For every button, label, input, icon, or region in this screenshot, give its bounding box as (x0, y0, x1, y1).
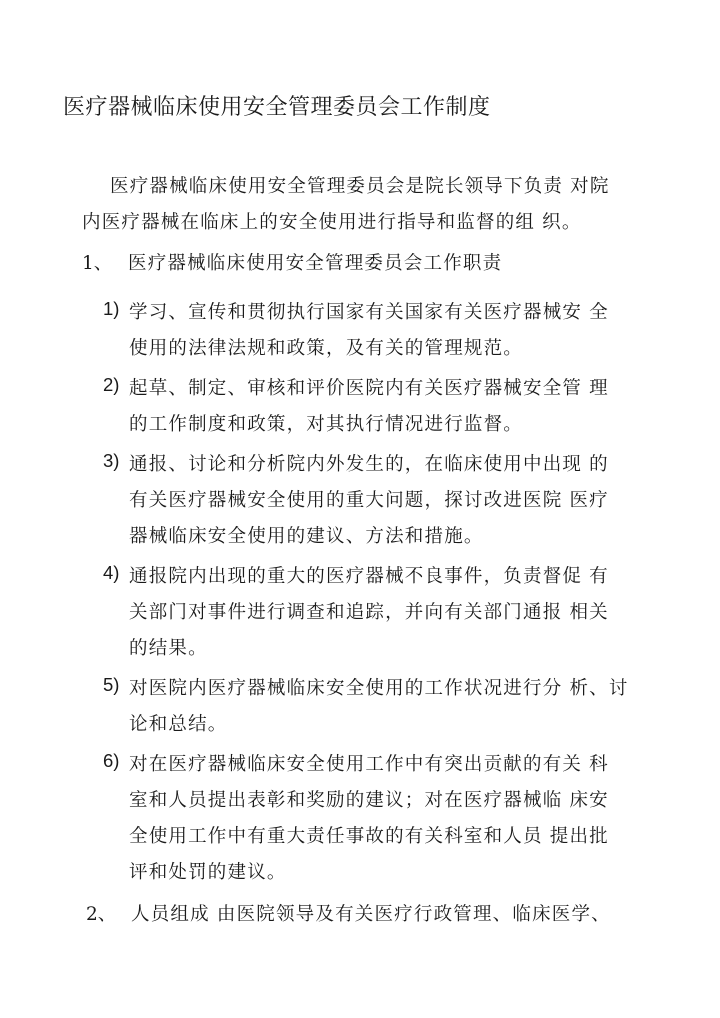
item-6-line-3: 全使用工作中有重大责任事故的有关科室和人员 提出批 (129, 826, 609, 847)
intro-line-1: 医疗器械临床使用安全管理委员会是院长领导下负责 对院 (110, 176, 610, 197)
item-6-number: 6) (103, 750, 120, 771)
section-2-number: 2、 (86, 904, 117, 925)
section-2-text: 人员组成 由医院领导及有关医疗行政管理、临床医学、 (131, 904, 611, 925)
item-2-number: 2) (103, 374, 120, 395)
item-6-line-1: 对在医疗器械临床安全使用工作中有突出贡献的有关 科 (129, 754, 609, 775)
item-4-line-2: 关部门对事件进行调查和追踪，并向有关部门通报 相关 (129, 602, 609, 623)
document-title: 医疗器械临床使用安全管理委员会工作制度 (63, 95, 491, 120)
item-3-number: 3) (103, 450, 120, 471)
item-3-line-1: 通报、讨论和分析院内外发生的，在临床使用中出现 的 (129, 454, 609, 475)
item-6-line-4: 评和处罚的建议。 (129, 862, 287, 883)
item-4-line-3: 的结果。 (129, 638, 208, 659)
item-1-line-1: 学习、宣传和贯彻执行国家有关国家有关医疗器械安 全 (129, 302, 609, 323)
item-2-line-2: 的工作制度和政策，对其执行情况进行监督。 (129, 414, 524, 435)
item-5-line-2: 论和总结。 (129, 714, 228, 735)
section-1-number: 1、 (82, 253, 113, 274)
item-4-number: 4) (103, 562, 120, 583)
item-6-line-2: 室和人员提出表彰和奖励的建议；对在医疗器械临 床安 (129, 790, 609, 811)
item-3-line-2: 有关医疗器械安全使用的重大问题，探讨改进医院 医疗 (129, 490, 609, 511)
item-5-line-1: 对医院内医疗器械临床安全使用的工作状况进行分 析、讨 (129, 678, 629, 699)
item-5-number: 5) (103, 674, 120, 695)
item-1-line-2: 使用的法律法规和政策，及有关的管理规范。 (129, 338, 524, 359)
item-2-line-1: 起草、制定、审核和评价医院内有关医疗器械安全管 理 (129, 378, 609, 399)
item-3-line-3: 器械临床安全使用的建议、方法和措施。 (129, 526, 484, 547)
item-1-number: 1) (103, 298, 120, 319)
intro-line-2: 内医疗器械在临床上的安全使用进行指导和监督的组 织。 (82, 212, 582, 233)
item-4-line-1: 通报院内出现的重大的医疗器械不良事件，负责督促 有 (129, 566, 609, 587)
section-1-heading: 医疗器械临床使用安全管理委员会工作职责 (128, 253, 503, 274)
